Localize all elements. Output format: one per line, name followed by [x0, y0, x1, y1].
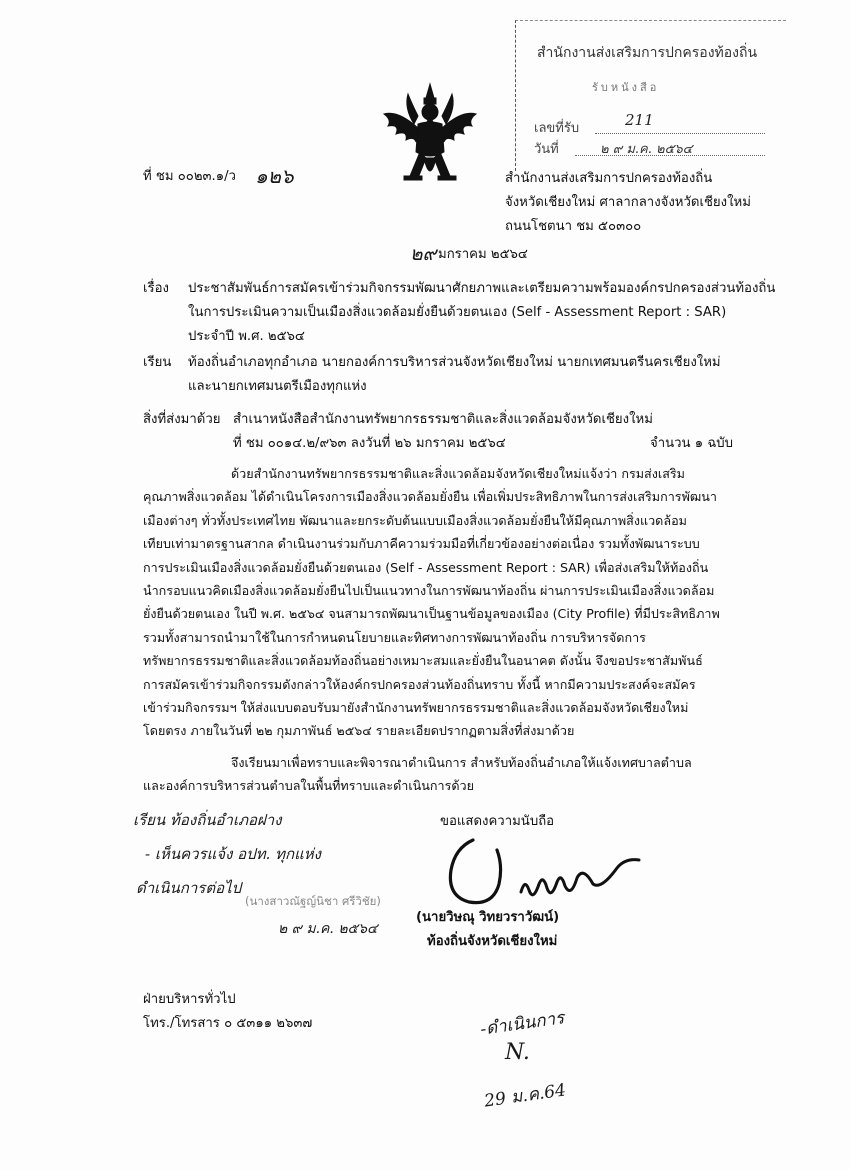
stamp-date-label: วันที่: [534, 142, 559, 157]
signatory-position: ท้องถิ่นจังหวัดเชียงใหม่: [427, 934, 558, 949]
body-line: นำกรอบแนวคิดเมืองสิ่งแวดล้อมยั่งยืนไปเป็นแนวทางในการพัฒนาท้องถิ่น ผ่านการประเมินเมืองสิ่งแวดล้อม: [143, 583, 715, 599]
stamp-no-dots: [595, 133, 765, 134]
reference-number: ที่ ชม ๐๐๒๓.๑/ว: [143, 169, 236, 184]
handwritten-note-line-2: - เห็นควรแจ้ง อปท. ทุกแห่ง: [145, 845, 321, 863]
body-line: การประเมินเมืองสิ่งแวดล้อมยั่งยืนด้วยตนเอง (Self - Assessment Report : SAR) เพื่อส่งเสริมให้ท้องถิ่น: [143, 559, 709, 575]
signature-icon: [425, 826, 645, 916]
handwritten-note-line-1: เรียน ท้องถิ่นอำเภอฝาง: [133, 811, 282, 829]
footer-phone: โทร./โทรสาร ๐ ๕๓๑๑ ๒๖๓๗: [143, 1016, 313, 1031]
agency-line-1: สำนักงานส่งเสริมการปกครองท้องถิ่น: [505, 171, 713, 186]
body-line: เข้าร่วมกิจกรรมฯ ให้ส่งแบบตอบรับมายังสำนักงานทรัพยากรธรรมชาติและสิ่งแวดล้อมจังหวัดเชียงใหม่: [143, 700, 689, 716]
body-line: ทรัพยากรธรรมชาติและสิ่งแวดล้อมท้องถิ่นอย่างเหมาะสมและยั่งยืนในอนาคต ดังนั้น จึงขอประชาสัมพันธ์: [143, 653, 703, 669]
attachment-count: จำนวน ๑ ฉบับ: [650, 436, 734, 451]
to-line-1: ท้องถิ่นอำเภอทุกอำเภอ นายกองค์การบริหารส่วนจังหวัดเชียงใหม่ นายกเทศมนตรีนครเชียงใหม่: [188, 355, 721, 370]
subject-line-1: ประชาสัมพันธ์การสมัครเข้าร่วมกิจกรรมพัฒนาศักยภาพและเตรียมความพร้อมองค์กรปกครองส่วนท้องถิ่น: [188, 281, 776, 296]
signatory-name: (นายวิษณุ วิทยวราวัฒน์): [416, 910, 560, 925]
body-line: โดยตรง ภายในวันที่ ๒๒ กุมภาพันธ์ ๒๕๖๔ รายละเอียดปรากฏตามสิ่งที่ส่งมาด้วย: [143, 723, 575, 739]
agency-line-3: ถนนโชตนา ชม ๕๐๓๐๐: [505, 219, 642, 234]
to-line-2: และนายกเทศมนตรีเมืองทุกแห่ง: [188, 379, 367, 394]
body-paragraph-1: [143, 462, 758, 743]
closing-regards: ขอแสดงความนับถือ: [440, 814, 555, 829]
body-line: ด้วยสำนักงานทรัพยากรธรรมชาติและสิ่งแวดล้อมจังหวัดเชียงใหม่แจ้งว่า กรมส่งเสริม: [231, 466, 685, 481]
document-date: มกราคม ๒๕๖๔: [438, 247, 528, 262]
handwritten-note-signer: (นางสาวณัฐญ์นิชา ศรีวิชัย): [245, 894, 381, 908]
handwritten-note-line-3: ดำเนินการต่อไป: [136, 879, 242, 897]
attachment-line-2: ที่ ชม ๐๐๑๔.๒/๙๖๓ ลงวันที่ ๒๖ มกราคม ๒๕๖๔: [233, 436, 506, 451]
body-line: เมืองต่างๆ ทั่วทั้งประเทศไทย พัฒนาและยกระดับต้นแบบเมืองสิ่งแวดล้อมยั่งยืนให้มีคุณภาพสิ่งแวดล้อม: [143, 512, 687, 528]
stamp-no-value: 211: [625, 111, 654, 129]
body-line: ยั่งยืนด้วยตนเอง ในปี พ.ศ. ๒๕๖๔ จนสามารถพัฒนาเป็นฐานข้อมูลของเมือง (City Profile) ที่มีประสิทธิภาพ: [143, 606, 720, 622]
subject-line-3: ประจำปี พ.ศ. ๒๕๖๔: [188, 329, 305, 344]
bottom-handwritten-line-1: -ดำเนินการ: [479, 1008, 566, 1040]
body-line: เทียบเท่ามาตรฐานสากล ดำเนินงานร่วมกับภาคีความร่วมมือที่เกี่ยวข้องอย่างต่อเนื่อง รวมทั้งพัฒนาระบบ: [143, 536, 700, 552]
stamp-date-value: ๒ ๙ ม.ค. ๒๕๖๔: [600, 142, 693, 157]
garuda-emblem-icon: [378, 80, 482, 188]
body-paragraph-2: [143, 751, 758, 798]
stamp-no-label: เลขที่รับ: [534, 121, 580, 136]
footer-department: ฝ่ายบริหารทั่วไป: [143, 992, 236, 1007]
body-line: การสมัครเข้าร่วมกิจกรรมดังกล่าวให้องค์กรปกครองส่วนท้องถิ่นทราบ ทั้งนี้ หากมีความประสงค์จะสมัคร: [143, 676, 696, 692]
body-line: จึงเรียนมาเพื่อทราบและพิจารณาดำเนินการ สำหรับท้องถิ่นอำเภอให้แจ้งเทศบาลตำบล: [231, 755, 692, 770]
reference-number-handwritten: ๑๒๖: [255, 164, 294, 188]
agency-line-2: จังหวัดเชียงใหม่ ศาลากลางจังหวัดเชียงใหม่: [505, 195, 751, 210]
date-day-handwritten: ๒๙: [410, 243, 437, 265]
handwritten-note-date: ๒ ๙ ม.ค. ๒๕๖๔: [278, 921, 378, 937]
subject-line-2: ในการประเมินความเป็นเมืองสิ่งแวดล้อมยั่งยืนด้วยตนเอง (Self - Assessment Report : SAR): [188, 305, 727, 320]
bottom-handwritten-date: 29 ม.ค.64: [483, 1080, 568, 1112]
attachment-line-1: สำเนาหนังสือสำนักงานทรัพยากรธรรมชาติและสิ่งแวดล้อมจังหวัดเชียงใหม่: [233, 412, 653, 427]
attachment-label: สิ่งที่ส่งมาด้วย: [143, 412, 221, 427]
to-label: เรียน: [143, 355, 172, 370]
bottom-handwritten-initial: N.: [505, 1040, 530, 1065]
body-line: รวมทั้งสามารถนำมาใช้ในการกำหนดนโยบายและทิศทางการพัฒนาท้องถิ่น การบริหารจัดการ: [143, 629, 646, 645]
stamp-office: สำนักงานส่งเสริมการปกครองท้องถิ่น: [537, 45, 758, 61]
body-line: และองค์การบริหารส่วนตำบลในพื้นที่ทราบและดำเนินการด้วย: [143, 778, 474, 794]
subject-label: เรื่อง: [143, 281, 169, 296]
stamp-sub: รับหนังสือ: [592, 81, 660, 94]
body-line: คุณภาพสิ่งแวดล้อม ได้ดำเนินโครงการเมืองสิ่งแวดล้อมยั่งยืน เพื่อเพิ่มประสิทธิภาพในการส่งเสริมการพัฒนา: [143, 489, 717, 505]
